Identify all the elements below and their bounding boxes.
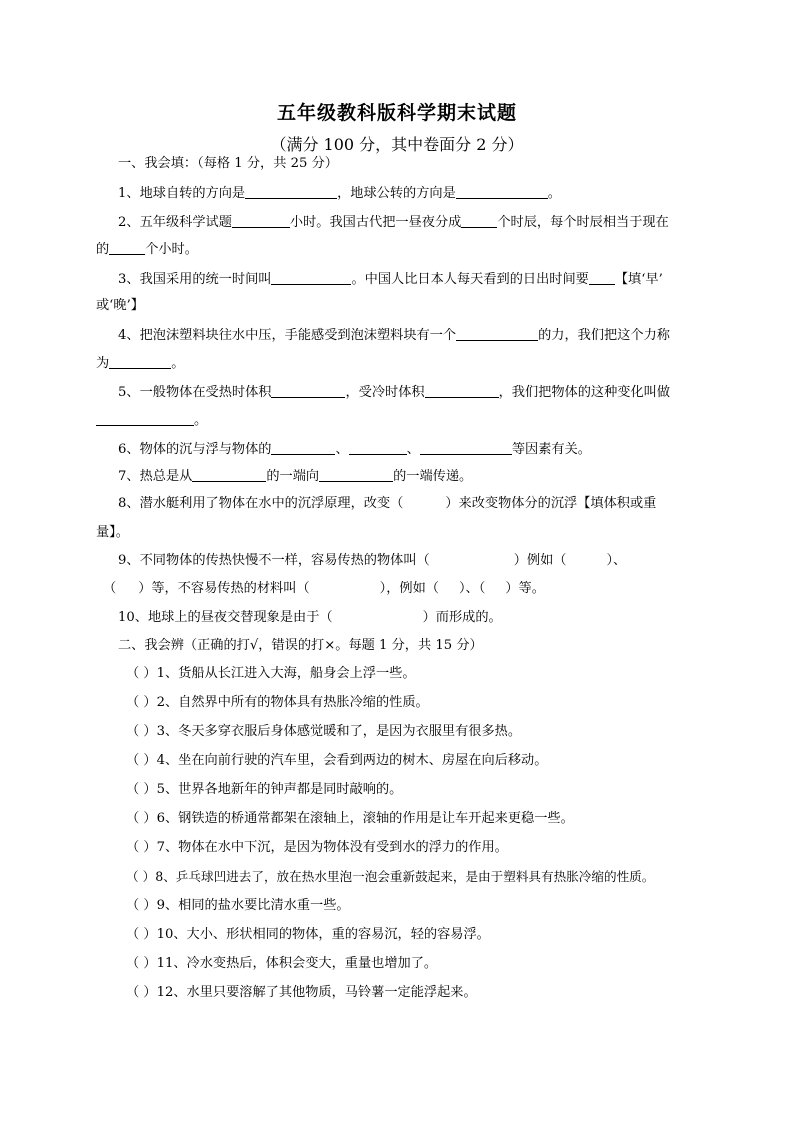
question-7: 7、热总是从 的一端向 的一端传递。 [118,469,473,484]
question-9: 9、不同物体的传热快慢不一样，容易传热的物体叫（ ）例如（ ）、 [118,553,627,568]
blank[interactable] [109,354,171,369]
page-subtitle: （满分 100 分，其中卷面分 2 分） [270,135,524,154]
question-3-cont: 或‘晚’】 [96,298,144,313]
judge-item: （ ）11、冷水变热后，体积会变大，重量也增加了。 [126,956,438,971]
judge-item: （ ）7、物体在水中下沉，是因为物体没有受到水的浮力的作用。 [126,840,508,855]
blank[interactable] [271,440,335,455]
question-2-cont: 的 个小时。 [96,242,198,257]
judge-item: （ ）8、乒乓球凹进去了，放在热水里泡一泡会重新鼓起来，是由于塑料具有热胀冷缩的性质。 [126,869,655,884]
section1-heading: 一、我会填：（每格 1 分，共 25 分） [118,156,338,171]
judge-item: （ ）2、自然界中所有的物体具有热胀冷缩的性质。 [126,695,429,710]
blank[interactable] [349,440,407,455]
question-9-cont: （ ）等，不容易传热的材料叫（ ），例如（ ）、（ ）等。 [103,581,545,596]
judge-item: （ ）12、水里只要溶解了其他物质，马铃薯一定能浮起来。 [126,985,477,1000]
blank[interactable] [589,270,615,285]
blank[interactable] [456,326,538,341]
question-5-cont: 。 [96,411,706,430]
blank[interactable] [425,383,499,398]
question-5: 5、一般物体在受热时体积 ，受冷时体积 ，我们把物体的这种变化叫做 [118,385,671,400]
question-2: 2、五年级科学试题 小时。我国古代把一昼夜分成 个时辰，每个时辰相当于现在 [118,215,669,230]
judge-item: （ ）4、坐在向前行驶的汽车里，会看到两边的树木、房屋在向后移动。 [126,753,548,768]
question-8: 8、潜水艇利用了物体在水中的沉浮原理，改变（ ）来改变物体分的沉浮【填体积或重 [118,496,657,511]
blank[interactable] [420,440,512,455]
blank[interactable] [96,411,194,426]
blank[interactable] [271,270,351,285]
judge-item: （ ）10、大小、形状相同的物体，重的容易沉，轻的容易浮。 [126,927,490,942]
blank[interactable] [245,184,337,199]
question-8-cont: 量】。 [96,525,129,540]
question-6: 6、物体的沉与浮与物体的 、 、 等因素有关。 [118,442,591,457]
question-4-cont: 为 。 [96,356,185,371]
question-1: 1、地球自转的方向是 ，地球公转的方向是 。 [118,186,561,201]
blank[interactable] [461,213,497,228]
question-4: 4、把泡沫塑料块往水中压，手能感受到泡沫塑料块有一个 的力，我们把这个力称 [118,328,670,343]
blank[interactable] [456,184,548,199]
judge-item: （ ）5、世界各地新年的钟声都是同时敲响的。 [126,782,403,797]
page-title: 五年级教科版科学期末试题 [276,102,517,124]
blank[interactable] [232,213,290,228]
blank[interactable] [319,467,393,482]
judge-item: （ ）9、相同的盐水要比清水重一些。 [126,898,350,913]
blank[interactable] [271,383,345,398]
blank[interactable] [109,240,145,255]
judge-item: （ ）1、货船从长江进入大海，船身会上浮一些。 [126,666,416,681]
question-3: 3、我国采用的统一时间叫 。中国人比日本人每天看到的日出时间要 【填‘早’ [118,272,663,287]
judge-item: （ ）6、钢铁造的桥通常都架在滚轴上，滚轴的作用是让车开起来更稳一些。 [126,811,574,826]
judge-item: （ ）3、冬天多穿衣服后身体感觉暖和了，是因为衣服里有很多热。 [126,724,522,739]
question-10: 10、地球上的昼夜交替现象是由于（ ）而形成的。 [118,610,502,625]
section2-heading: 二、我会辨（正确的打√，错误的打×。每题 1 分，共 15 分） [118,638,483,653]
blank[interactable] [192,467,266,482]
